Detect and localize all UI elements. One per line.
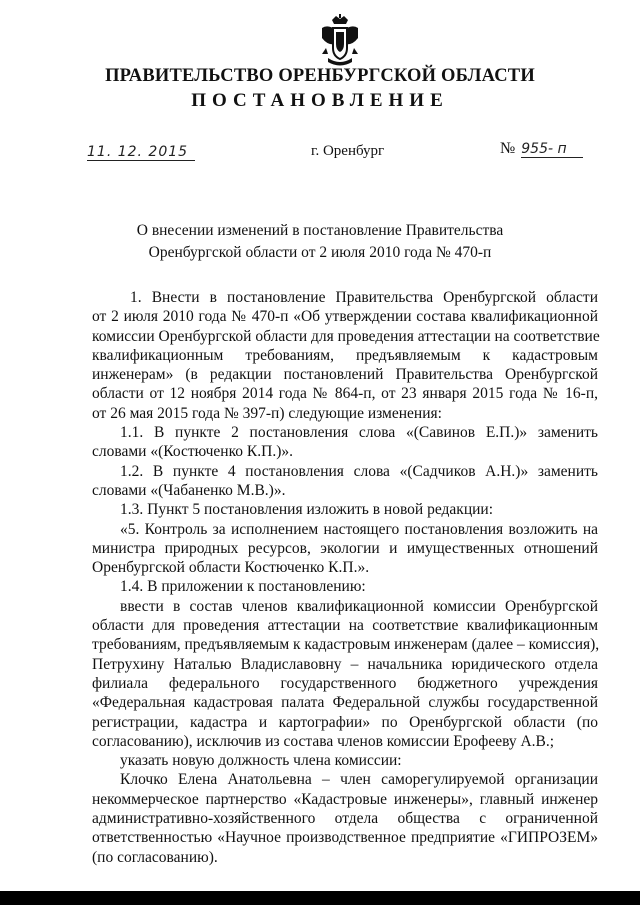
- title-line: О внесении изменений в постановление Правительства: [136, 222, 504, 239]
- body-line: области от 12 ноября 2014 года № 864-п, от 23 января 2015 года № 16-п,: [92, 385, 598, 403]
- number-sign: №: [500, 140, 516, 157]
- body-line: Петрухину Наталью Владиславовну – начальника юридического отдела: [92, 655, 598, 673]
- body-line: ввести в состав членов квалификационной комиссии Оренбургской: [120, 597, 598, 615]
- body-line: словами «(Костюченко К.П.)».: [92, 443, 294, 461]
- body-line: от 26 мая 2015 года № 397-п) следующие изменения:: [92, 404, 442, 422]
- body-line: от 2 июля 2010 года № 470-п «Об утверждении состава квалификационной: [92, 308, 598, 326]
- body-line: области для проведения аттестации на соответствие квалификационным: [92, 617, 598, 635]
- document-date: 11. 12. 2015: [87, 144, 195, 161]
- body-line: Клочко Елена Анатольевна – член саморегулируемой организации: [120, 771, 598, 789]
- body-line: инженерам» (в редакции постановлений Правительства Оренбургской: [92, 366, 598, 384]
- document-type: ПОСТАНОВЛЕНИЕ: [191, 90, 449, 111]
- body-line: «5. Контроль за исполнением настоящего постановления возложить на: [120, 520, 598, 538]
- document-number: [500, 140, 583, 158]
- body-line: 1.2. В пункте 4 постановления слова «(Садчиков А.Н.)» заменить: [120, 462, 598, 480]
- body-line: «Федеральная кадастровая палата Федеральной службы государственной: [92, 694, 598, 712]
- body-line: административно-хозяйственного отдела общества с ограниченной: [92, 810, 598, 828]
- body-line: филиала федерального государственного бюджетного учреждения: [92, 674, 598, 692]
- body-line: (по согласованию).: [92, 848, 218, 866]
- title-line: Оренбургской области от 2 июля 2010 года № 470-п: [148, 244, 492, 261]
- scan-edge-bar: [0, 891, 640, 905]
- government-name: ПРАВИТЕЛЬСТВО ОРЕНБУРГСКОЙ ОБЛАСТИ: [105, 66, 535, 86]
- body-line: ответственностью «Научное производственное предприятие «ГИПРОЗЕМ»: [92, 829, 598, 847]
- body-line: требованиям, предъявляемым к кадастровым инженерам (далее – комиссия),: [92, 636, 600, 654]
- document-city: г. Оренбург: [311, 143, 385, 159]
- body-line: регистрации, кадастра и картографии» по Оренбургской области (по: [92, 713, 598, 731]
- coat-of-arms-icon: [318, 14, 362, 66]
- body-line: Оренбургской области Костюченко К.П.».: [92, 559, 370, 577]
- body-line: согласованию), исключив из состава членов комиссии Ерофееву А.В.;: [92, 732, 555, 750]
- document-title: [60, 220, 580, 264]
- body-line: 1.1. В пункте 2 постановления слова «(Савинов Е.П.)» заменить: [120, 424, 598, 442]
- body-line: 1.4. В приложении к постановлению:: [120, 578, 366, 596]
- body-line: словами «(Чабаненко М.В.)».: [92, 481, 286, 499]
- body-line: указать новую должность члена комиссии:: [120, 752, 402, 770]
- body-line: комиссии Оренбургской области для проведения аттестации на соответствие: [92, 327, 600, 345]
- body-line: 1. Внести в постановление Правительства Оренбургской области: [130, 289, 598, 306]
- body-line: министра природных ресурсов, экологии и имущественных отношений: [92, 539, 598, 557]
- document-number-value: 955- п: [521, 141, 583, 158]
- body-line: квалификационным требованиям, предъявляемым к кадастровым: [92, 346, 598, 364]
- body-line: 1.3. Пункт 5 постановления изложить в новой редакции:: [120, 501, 494, 519]
- body-line: некоммерческое партнерство «Кадастровые инженеры», главный инженер: [92, 790, 598, 808]
- document-body: [92, 288, 598, 867]
